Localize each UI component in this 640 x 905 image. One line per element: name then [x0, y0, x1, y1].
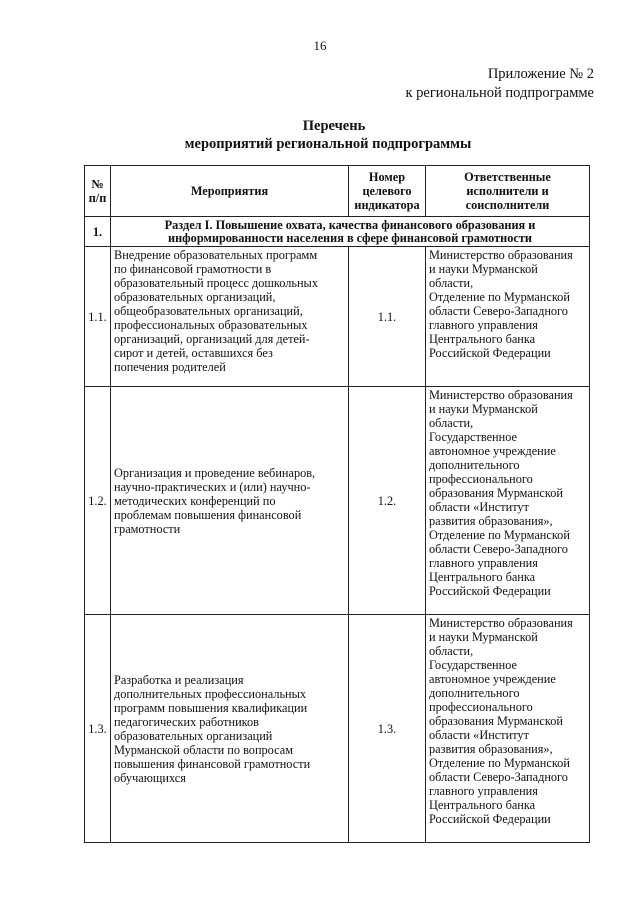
section-number: 1.: [85, 217, 111, 247]
activity-cell: [111, 247, 349, 387]
responsible-line: Отделение по Мурманской: [429, 290, 570, 304]
activity-cell: [111, 615, 349, 843]
responsible-line: Государственное: [429, 658, 517, 672]
activity-line: Внедрение образовательных программ: [114, 248, 318, 262]
responsible-line: Центрального банка: [429, 332, 536, 346]
activity-line: дополнительных профессиональных: [114, 686, 307, 701]
responsible-line: области Северо-Западного: [429, 304, 568, 318]
activity-line: образовательных организаций,: [114, 290, 276, 304]
responsible-line: Министерство образования: [429, 248, 573, 262]
section-row: [85, 217, 590, 247]
activity-line: организаций, организаций для детей-: [114, 332, 310, 346]
activity-line: Организация и проведение вебинаров,: [114, 465, 316, 480]
header-indicator-line: Номер: [368, 170, 406, 184]
activity-line: по финансовой грамотности в: [114, 262, 272, 276]
activity-cell: [111, 387, 349, 615]
responsible-line: Российской Федерации: [429, 584, 551, 598]
responsible-line: Государственное: [429, 430, 517, 444]
activity-line: общеобразовательных организаций,: [114, 304, 303, 318]
responsible-line: профессионального: [429, 472, 533, 486]
activity-line: методических конференций по: [114, 493, 276, 508]
indicator-cell: 1.2.: [349, 387, 426, 615]
responsible-line: главного управления: [429, 784, 538, 798]
responsible-line: области,: [429, 276, 474, 290]
responsible-line: Российской Федерации: [429, 346, 551, 360]
activity-line: программ повышения квалификации: [114, 700, 308, 715]
responsible-line: области «Институт: [429, 500, 529, 514]
page-number: 16: [313, 38, 327, 53]
activity-line: сирот и детей, оставшихся без: [114, 346, 273, 360]
responsible-line: дополнительного: [429, 686, 520, 700]
responsible-line: области Северо-Западного: [429, 542, 568, 556]
responsible-line: области «Институт: [429, 728, 529, 742]
responsible-line: и науки Мурманской: [429, 630, 538, 644]
responsible-line: главного управления: [429, 318, 538, 332]
header-number-line: №: [91, 177, 104, 191]
header-responsible-line: Ответственные: [464, 170, 551, 184]
document-title: Перечень: [302, 118, 366, 134]
activity-line: проблемам повышения финансовой: [114, 507, 302, 522]
activity-line: грамотности: [114, 521, 181, 536]
activities-table: [84, 165, 590, 843]
responsible-line: области Северо-Западного: [429, 770, 568, 784]
responsible-line: образования Мурманской: [429, 714, 563, 728]
indicator-cell: 1.1.: [349, 247, 426, 387]
table-row: [85, 615, 590, 843]
responsible-line: Центрального банка: [429, 798, 536, 812]
appendix-subtitle: к региональной подпрограмме: [405, 85, 594, 101]
activity-line: образовательный процесс дошкольных: [114, 276, 318, 290]
table-header-row: [85, 166, 590, 217]
activity-line: профессиональных образовательных: [114, 318, 308, 332]
header-indicator-line: индикатора: [354, 198, 420, 212]
responsible-cell: [426, 387, 590, 615]
activity-line: образовательных организаций: [114, 728, 273, 743]
activity-line: попечения родителей: [114, 360, 226, 374]
header-activity: Мероприятия: [111, 166, 349, 217]
responsible-line: Центрального банка: [429, 570, 536, 584]
responsible-line: главного управления: [429, 556, 538, 570]
document-subtitle: мероприятий региональной подпрограммы: [184, 136, 472, 152]
header-number-line: п/п: [88, 191, 107, 205]
responsible-cell: [426, 615, 590, 843]
responsible-line: Российской Федерации: [429, 812, 551, 826]
header-indicator-line: целевого: [362, 184, 412, 198]
header-responsible-line: соисполнители: [465, 198, 550, 212]
header-number: [85, 166, 111, 217]
appendix-label: Приложение № 2: [487, 66, 594, 82]
activity-line: повышения финансовой грамотности: [114, 756, 311, 771]
responsible-line: и науки Мурманской: [429, 262, 538, 276]
activity-line: педагогических работников: [114, 714, 259, 729]
responsible-cell: [426, 247, 590, 387]
section-title: [111, 217, 590, 247]
table-row: [85, 387, 590, 615]
responsible-line: Министерство образования: [429, 388, 573, 402]
header-responsible-line: исполнители и: [466, 184, 549, 198]
responsible-line: автономное учреждение: [429, 672, 556, 686]
responsible-line: и науки Мурманской: [429, 402, 538, 416]
header-indicator: [349, 166, 426, 217]
activity-line: обучающихся: [114, 770, 186, 785]
responsible-line: развития образования»,: [429, 514, 553, 528]
table-row: [85, 247, 590, 387]
responsible-line: Отделение по Мурманской: [429, 756, 570, 770]
row-number: 1.2.: [85, 387, 111, 615]
responsible-line: автономное учреждение: [429, 444, 556, 458]
responsible-line: области,: [429, 644, 474, 658]
section-title-line: Раздел I. Повышение охвата, качества финансового образования и: [164, 217, 536, 232]
row-number: 1.1.: [85, 247, 111, 387]
responsible-line: Отделение по Мурманской: [429, 528, 570, 542]
responsible-line: развития образования»,: [429, 742, 553, 756]
activity-line: Разработка и реализация: [114, 672, 244, 687]
row-number: 1.3.: [85, 615, 111, 843]
indicator-cell: 1.3.: [349, 615, 426, 843]
activity-line: научно-практических и (или) научно-: [114, 479, 311, 494]
responsible-line: области,: [429, 416, 474, 430]
section-title-line: информированности населения в сфере финансовой грамотности: [168, 230, 532, 245]
activity-line: Мурманской области по вопросам: [114, 742, 293, 757]
responsible-line: дополнительного: [429, 458, 520, 472]
responsible-line: Министерство образования: [429, 616, 573, 630]
responsible-line: профессионального: [429, 700, 533, 714]
header-responsible: [426, 166, 590, 217]
responsible-line: образования Мурманской: [429, 486, 563, 500]
